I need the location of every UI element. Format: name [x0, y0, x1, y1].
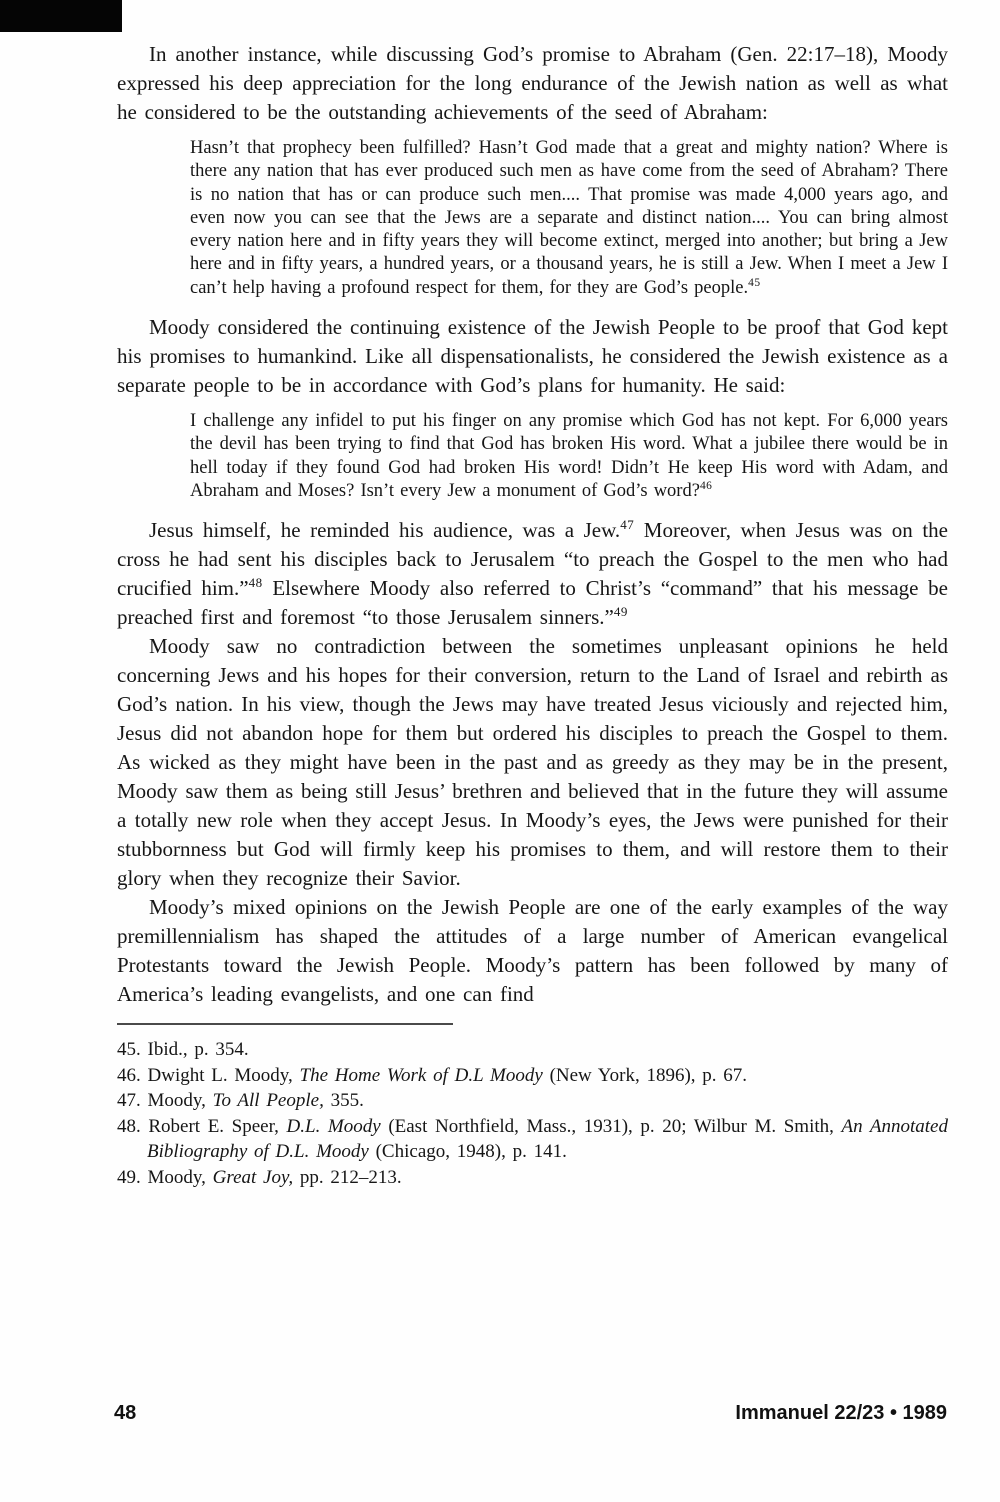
text-run: Elsewhere Moody also referred to Christ’s “command” that his message be preached first and foremost “to those Jerusalem sinners.” — [117, 576, 948, 630]
text-run: Moody’s mixed opinions on the Jewish People are one of the early examples of the way premillennialism has shaped the attitudes of a large number of American evangelical Protestants toward the Jewish People. Moody’s pattern has been followed by many of America’s leading evangelists, and one can find — [117, 895, 948, 1007]
page-number: 48 — [114, 1402, 137, 1424]
italic-title: The Home Work of D.L Moody — [299, 1064, 543, 1086]
italic-title: D.L. Moody — [286, 1115, 381, 1137]
text-run: Moody saw no contradiction between the sometimes unpleasant opinions he held concerning Jews and his hopes for their conversion, return to the Land of Israel and rebirth as God’s nation. In his view, though the Jews may have treated Jesus viciously and rejected him, Jesus did not abandon hope for them but ordered his disciples to preach the Gospel to them. As wicked as they might have been in the past and as greedy as they may be in the present, Moody saw them as being still Jesus’ brethren and believed that in the future they will assume a totally new role when they accept Jesus. In Moody’s eyes, the Jews were punished for their stubbornness but God will firmly keep his promises to them, and will restore them to their glory when they recognize their Savior. — [117, 634, 948, 891]
text-run: In another instance, while discussing God’s promise to Abraham (Gen. 22:17–18), Moody expressed his deep appreciation for the long endurance of the Jewish nation as well as what he considered to be the outstanding achievements of the seed of Abraham: — [117, 42, 948, 124]
page-body — [117, 40, 948, 1190]
italic-title: An Annotated Bibliography of D.L. Moody — [147, 1115, 948, 1163]
text-run: pp. 212–213. — [293, 1166, 402, 1188]
text-run: 48. Robert E. Speer, — [117, 1115, 287, 1137]
italic-title: To All People, — [212, 1090, 324, 1112]
text-run: 47. Moody, — [117, 1090, 213, 1112]
body-paragraph — [117, 516, 948, 632]
text-run: Moreover, when Jesus was on the cross he had sent his disciples back to Jerusalem “to preach the Gospel to the men who had crucified him.” — [117, 518, 948, 601]
body-paragraph — [117, 632, 948, 893]
body-paragraph — [117, 313, 948, 400]
footnote-item — [117, 1037, 948, 1063]
italic-title: Great Joy, — [212, 1166, 294, 1188]
footnote-item — [117, 1088, 948, 1114]
footnote-reference: 49 — [613, 604, 628, 620]
journal-issue-line: Immanuel 22/23 • 1989 — [735, 1402, 947, 1424]
text-run: 45. Ibid., p. 354. — [117, 1039, 249, 1061]
footnote-item — [117, 1114, 948, 1165]
body-paragraph — [117, 40, 948, 127]
text-run: 46. Dwight L. Moody, — [117, 1064, 300, 1086]
text-run: (Chicago, 1948), p. 141. — [368, 1141, 567, 1163]
block-quote — [190, 410, 948, 503]
text-run: (East Northfield, Mass., 1931), p. 20; Wilbur M. Smith, — [380, 1115, 842, 1137]
footnote-reference: 48 — [248, 575, 263, 591]
text-run: I challenge any infidel to put his finger on any promise which God has not kept. For 6,000 years the devil has been trying to find that God has broken His word. What a jubilee there would be in hell today if they found God had broken His word! Didn’t He keep His word with Adam, and Abraham and Moses? Isn’t every Jew a monument of God’s word? — [190, 411, 948, 501]
block-quote — [190, 137, 948, 300]
footnote-item — [117, 1063, 948, 1089]
footnote-reference: 45 — [748, 276, 761, 289]
footnote-item — [117, 1165, 948, 1191]
footnote-separator-rule — [117, 1023, 453, 1025]
footnote-list — [117, 1037, 948, 1190]
text-run: Hasn’t that prophecy been fulfilled? Hasn’t God made that a great and mighty nation? Where is there any nation that has ever produced such men as have come from the seed of Abraham? There is no nation that has or can produce such men.... That promise was made 4,000 years ago, and even now you can see that the Jews are a separate and distinct nation.... You can bring almost every nation here and in fifty years they will become extinct, merged into another; but bring a Jew here and in fifty years, a hundred years, or a thousand years, he is still a Jew. When I meet a Jew I can’t help having a profound respect for them, for they are God’s people. — [190, 138, 948, 298]
footnote-reference: 46 — [699, 479, 713, 492]
footnote-reference: 47 — [620, 517, 635, 533]
body-blocks — [117, 40, 948, 1009]
body-paragraph — [117, 893, 948, 1009]
footnotes-section — [117, 1023, 948, 1190]
text-run: 49. Moody, — [117, 1166, 213, 1188]
scan-corner-artifact — [0, 0, 122, 32]
page-footer — [114, 1402, 947, 1425]
text-run: 355. — [323, 1090, 364, 1112]
text-run: Moody considered the continuing existence of the Jewish People to be proof that God kept his promises to humankind. Like all dispensationalists, he considered the Jewish existence as a separate people to be in accordance with God’s plans for humanity. He said: — [117, 315, 948, 398]
text-run: (New York, 1896), p. 67. — [542, 1064, 748, 1086]
text-run: Jesus himself, he reminded his audience, was a Jew. — [149, 518, 621, 543]
